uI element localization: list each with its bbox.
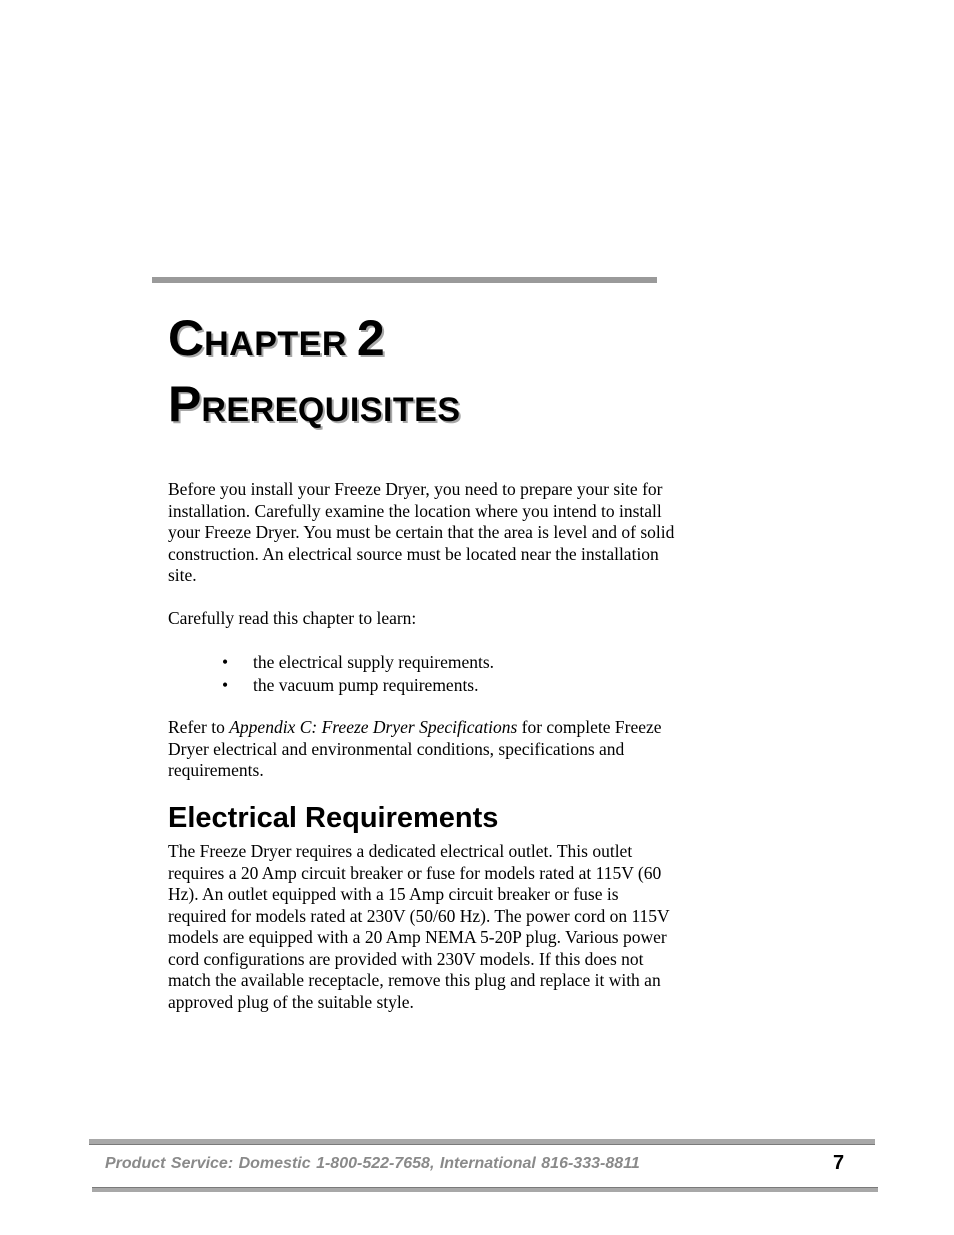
page-number: 7 — [833, 1152, 845, 1174]
chapter-number-line: CHAPTER 2 — [168, 310, 385, 366]
footer-service-text: Product Service: Domestic 1-800-522-7658, International 816-333-8811 — [105, 1155, 640, 1172]
appendix-reference: Appendix C: Freeze Dryer Specifications — [229, 717, 518, 737]
list-item: • the electrical supply requirements. — [222, 652, 495, 672]
refer-paragraph: Refer to Appendix C: Freeze Dryer Specifications for complete Freeze Dryer electrical and environmental conditions, specifications and requirements. — [168, 717, 662, 780]
bullet-icon: • — [222, 675, 229, 695]
learn-bullet-list — [222, 651, 494, 697]
footer-bottom-rule — [92, 1187, 878, 1192]
chapter-name-line: PREREQUISITES — [168, 376, 461, 432]
chapter-title — [168, 308, 461, 440]
learn-lead-text: Carefully read this chapter to learn: — [168, 608, 417, 628]
footer-top-rule — [89, 1139, 875, 1145]
electrical-paragraph: The Freeze Dryer requires a dedicated electrical outlet. This outlet requires a 20 Amp circuit breaker or fuse for models rated at 115V (60 Hz). An outlet equipped with a 15 Amp circuit breaker or fuse is required for models rated at 230V (50/60 Hz). The power cord on 115V models are equipped with a 20 Amp NEMA 5-20P plug. Various power cord configurations are provided with 230V models. If this does not match the available receptacle, remove this plug and replace it with an approved plug of the suitable style. — [168, 841, 670, 1012]
list-item: • the vacuum pump requirements. — [222, 675, 479, 695]
bullet-icon: • — [222, 652, 229, 672]
chapter-top-rule — [152, 277, 657, 283]
section-heading-electrical: Electrical Requirements — [168, 802, 499, 834]
intro-paragraph: Before you install your Freeze Dryer, you need to prepare your site for installation. Carefully examine the location where you intend to install your Freeze Dryer. You must be certain that the area is level and of solid construction. An electrical source must be located near the installation site. — [168, 479, 675, 585]
